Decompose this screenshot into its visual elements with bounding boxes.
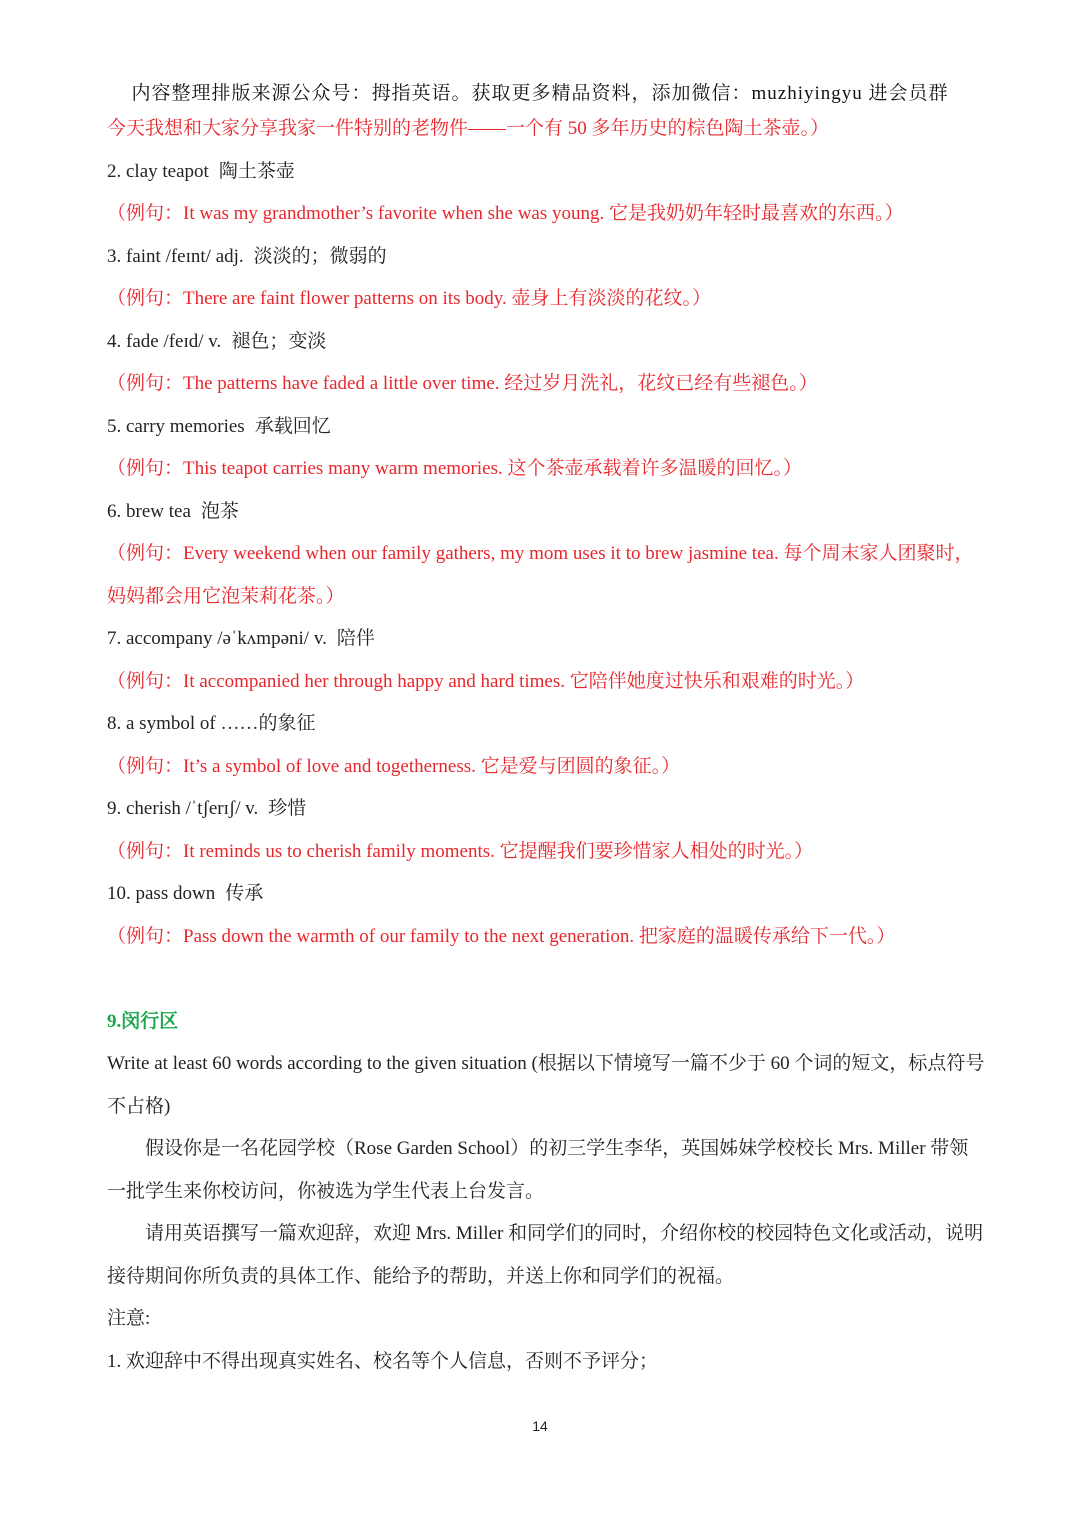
vocab-item [107, 491, 987, 619]
vocab-term: 5. carry memories [107, 415, 245, 437]
note-item: 1. 欢迎辞中不得出现真实姓名、校名等个人信息，否则不予评分； [107, 1350, 659, 1372]
vocab-item [107, 788, 987, 873]
vocab-meaning: 泡茶 [200, 500, 239, 522]
vocab-example: （例句：It reminds us to cherish family moments. 它提醒我们要珍惜家人相处的时光。） [107, 840, 814, 862]
task-paragraph: 请用英语撰写一篇欢迎辞，欢迎 Mrs. Miller 和同学们的同时，介绍你校的校园特色文化或活动，说明接待期间你所负责的具体工作、能给予的帮助，并送上你和同学们的祝福。 [107, 1223, 984, 1287]
vocab-meaning: 承载回忆 [254, 415, 331, 437]
vocab-example: （例句：It accompanied her through happy and hard times. 它陪伴她度过快乐和艰难的时光。） [107, 670, 865, 692]
vocab-term: 7. accompany /əˈkʌmpəni/ v. [107, 628, 327, 649]
vocab-item [107, 406, 987, 491]
vocab-term: 3. faint /feɪnt/ adj. [107, 245, 244, 267]
section-heading [107, 1001, 987, 1044]
page-number: 14 [532, 1418, 548, 1434]
vocab-example: （例句：Every weekend when our family gathers, my mom uses it to brew jasmine tea. 每个周末家人团聚时，妈妈都会用它泡茉莉花茶。） [107, 543, 974, 607]
writing-instruction: Write at least 60 words according to the given situation (根据以下情境写一篇不少于 60 个词的短文，标点符号不占格) [107, 1053, 985, 1117]
vocab-example: （例句：This teapot carries many warm memories. 这个茶壶承载着许多温暖的回忆。） [107, 458, 802, 479]
situation-paragraph: 假设你是一名花园学校（Rose Garden School）的初三学生李华，英国姊妹学校校长 Mrs. Miller 带领一批学生来你校访问，你被选为学生代表上台发言。 [107, 1138, 969, 1202]
vocab-example: （例句：It’s a symbol of love and togetherness. 它是爱与团圆的象征。） [107, 755, 681, 777]
section-number: 9. [107, 1010, 122, 1032]
vocab-meaning: 褪色；变淡 [231, 330, 327, 352]
vocab-meaning: 淡淡的；微弱的 [253, 245, 387, 267]
vocab-term: 9. cherish /ˈtʃerɪʃ/ v. [107, 798, 259, 819]
vocab-meaning: 珍惜 [268, 798, 307, 819]
vocab-example: （例句：There are faint flower patterns on its body. 壶身上有淡淡的花纹。） [107, 288, 712, 309]
page-header: 内容整理排版来源公众号：拇指英语。获取更多精品资料，添加微信：muzhiyingyu 进会员群 [131, 83, 949, 104]
section-title: 闵行区 [121, 1010, 179, 1032]
spacer [107, 958, 987, 1001]
vocab-item [107, 151, 987, 236]
vocab-meaning: 陶土茶壶 [218, 160, 295, 182]
vocab-example: （例句：The patterns have faded a little over time. 经过岁月洗礼，花纹已经有些褪色。） [107, 373, 818, 394]
vocab-item [107, 618, 987, 703]
vocab-example: （例句：It was my grandmother’s favorite when she was young. 它是我奶奶年轻时最喜欢的东西。） [107, 203, 904, 224]
vocab-item [107, 236, 987, 321]
vocab-term: 4. fade /feɪd/ v. [107, 330, 222, 352]
vocab-term: 2. clay teapot [107, 160, 209, 182]
vocab-meaning: 陪伴 [336, 628, 375, 649]
vocab-term: 6. brew tea [107, 500, 191, 522]
vocab-item [107, 703, 987, 788]
vocab-term: 10. pass down [107, 883, 216, 904]
vocab-item [107, 873, 987, 958]
vocab-item [107, 321, 987, 406]
note-label: 注意: [107, 1308, 151, 1329]
page-content [107, 108, 987, 1383]
vocab-term: 8. a symbol of ……的象征 [107, 713, 316, 734]
vocab-example: （例句：Pass down the warmth of our family to the next generation. 把家庭的温暖传承给下一代。） [107, 925, 896, 947]
vocab-meaning: 传承 [225, 883, 264, 904]
intro-continuation: 今天我想和大家分享我家一件特别的老物件——一个有 50 多年历史的棕色陶土茶壶。） [107, 118, 830, 139]
